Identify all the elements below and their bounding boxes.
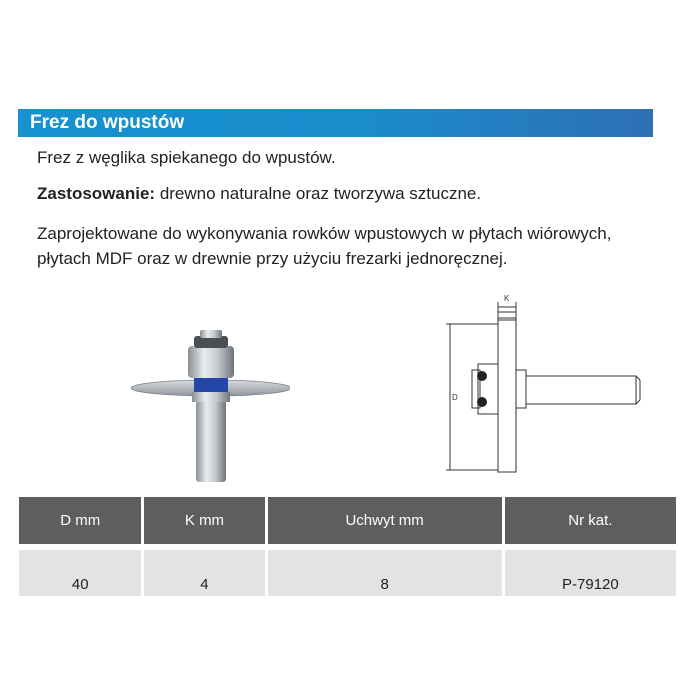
application-text: drewno naturalne oraz tworzywa sztuczne. bbox=[155, 184, 482, 203]
table-header-row bbox=[19, 497, 676, 550]
header-catalog: Nr kat. bbox=[505, 497, 676, 550]
cell-shank: 8 bbox=[268, 572, 502, 596]
header-shank: Uchwyt mm bbox=[268, 497, 502, 550]
section-title-bar bbox=[18, 109, 653, 137]
dim-k-label: K bbox=[504, 294, 510, 303]
description-line-3b: płytach MDF oraz w drewnie przy użyciu frezarki jednoręcznej. bbox=[37, 249, 508, 268]
header-k: K mm bbox=[144, 497, 264, 550]
specs-table bbox=[16, 497, 679, 596]
header-d: D mm bbox=[19, 497, 141, 550]
description-line-3a: Zaprojektowane do wykonywania rowków wpustowych w płytach wiórowych, bbox=[37, 224, 612, 243]
application-line bbox=[37, 182, 481, 206]
dim-d-label: D bbox=[452, 393, 458, 402]
section-title: Frez do wpustów bbox=[30, 112, 185, 133]
application-label: Zastosowanie: bbox=[37, 184, 156, 203]
description-line-1: Frez z węglika spiekanego do wpustów. bbox=[37, 148, 336, 167]
cell-d: 40 bbox=[19, 572, 141, 596]
table-row bbox=[19, 572, 676, 596]
cell-catalog: P-79120 bbox=[505, 572, 676, 596]
cell-k: 4 bbox=[144, 572, 264, 596]
technical-drawing bbox=[440, 292, 650, 477]
router-bit-photo bbox=[130, 318, 290, 488]
spacer-row bbox=[19, 550, 676, 572]
